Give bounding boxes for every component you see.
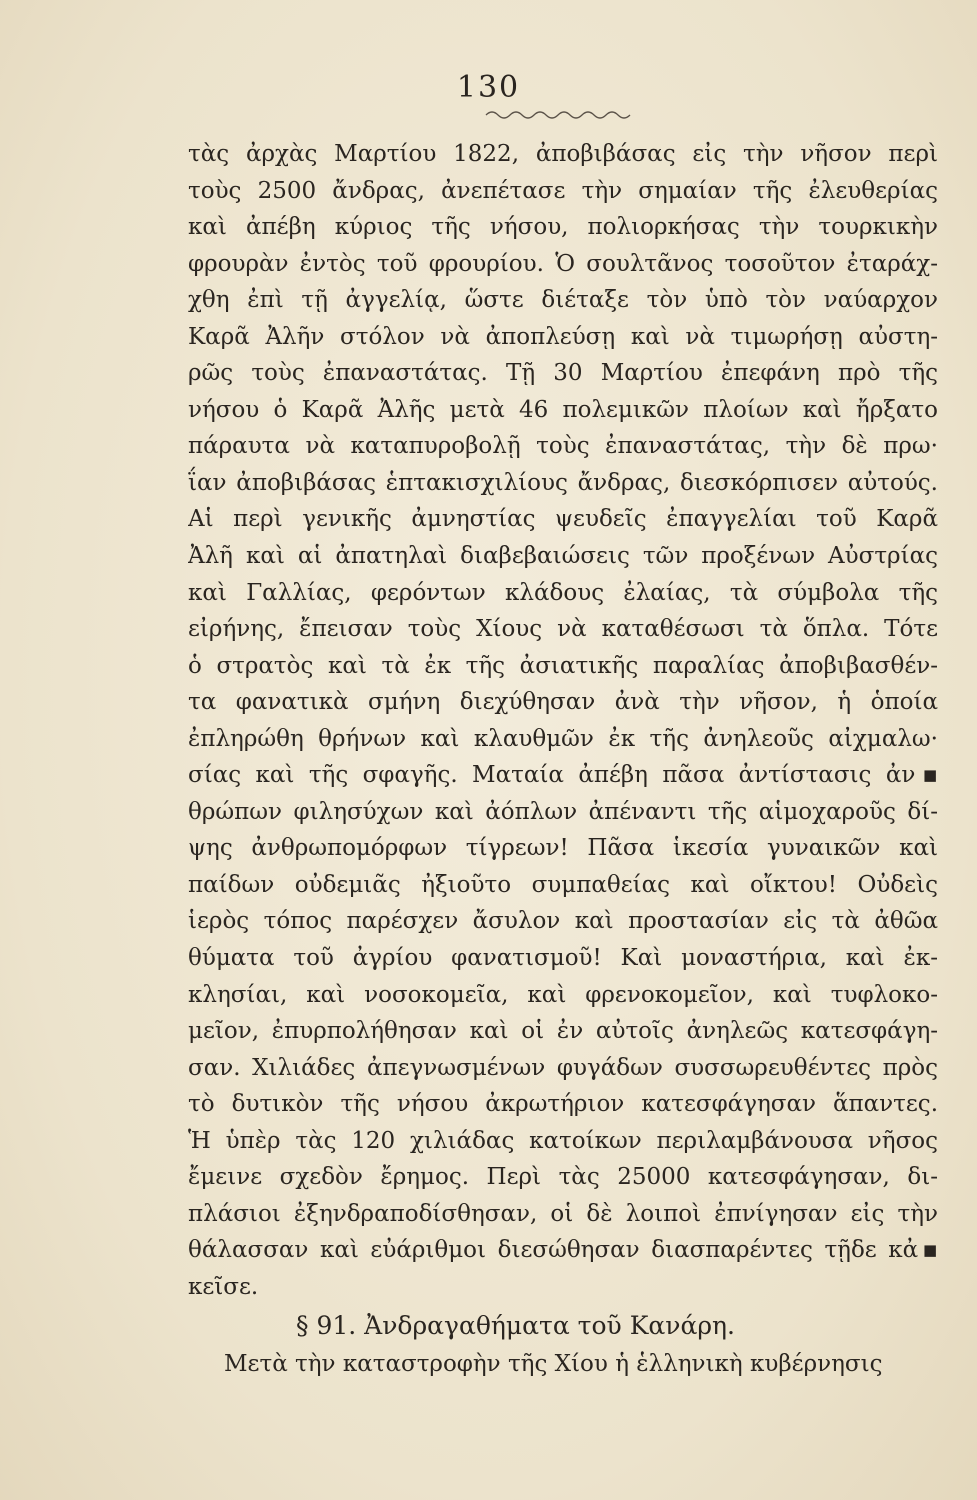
text-line: παίδων οὐδεμιᾶς ἠξιοῦτο συμπαθείας καὶ οἴκτου! Οὐδεὶς [188, 871, 938, 898]
text-line: καὶ ἀπέβη κύριος τῆς νήσου, πολιορκήσας τὴν τουρκικὴν [188, 214, 938, 241]
text-line: ἔμεινε σχεδὸν ἔρημος. Περὶ τὰς 25000 κατεσφάγησαν, δι- [188, 1164, 938, 1191]
text-line: τοὺς 2500 ἄνδρας, ἀνεπέτασε τὴν σημαίαν τῆς ἐλευθερίας [188, 177, 938, 204]
text-line: Ἀλῆ καὶ αἱ ἀπατηλαὶ διαβεβαιώσεις τῶν προξένων Αὐστρίας [188, 543, 938, 570]
text-line: ἐπληρώθη θρήνων καὶ κλαυθμῶν ἐκ τῆς ἀνηλεοῦς αἰχμαλω· [188, 725, 938, 752]
text-line: κλησίαι, καὶ νοσοκομεῖα, καὶ φρενοκομεῖον, καὶ τυφλοκο- [188, 981, 938, 1008]
text-line: Καρᾶ Ἀλῆν στόλον νὰ ἀποπλεύσῃ καὶ νὰ τιμωρήσῃ αὐστη- [188, 323, 938, 350]
text-line: καὶ Γαλλίας, φερόντων κλάδους ἐλαίας, τὰ σύμβολα τῆς [188, 579, 938, 606]
text-line: κεῖσε. [188, 1273, 259, 1300]
page-number: 130 [456, 70, 521, 105]
text-line: νήσου ὁ Καρᾶ Ἀλῆς μετὰ 46 πολεμικῶν πλοίων καὶ ἤρξατο [188, 396, 938, 423]
text-line: πλάσιοι ἐξηνδραποδίσθησαν, οἱ δὲ λοιποὶ ἐπνίγησαν εἰς τὴν [188, 1200, 938, 1227]
section-heading: § 91. Ἀνδραγαθήματα τοῦ Κανάρη. [296, 1310, 735, 1340]
text-line: εἰρήνης, ἔπεισαν τοὺς Χίους νὰ καταθέσωσι τὰ ὅπλα. Τότε [188, 616, 938, 643]
text-line: πάραυτα νὰ καταπυροβολῇ τοὺς ἐπαναστάτας, τὴν δὲ πρω· [188, 433, 938, 460]
text-line: ΐαν ἀποβιβάσας ἑπτακισχιλίους ἄνδρας, διεσκόρπισεν αὐτούς. [188, 469, 938, 496]
text-line: ἱερὸς τόπος παρέσχεν ἄσυλον καὶ προστασίαν εἰς τὰ ἀθῶα [188, 908, 938, 935]
text-line: θάλασσαν καὶ εὐάριθμοι διεσώθησαν διασπαρέντες τῇδε κἀ▪ [188, 1237, 938, 1264]
wavy-ornament-icon [484, 108, 634, 122]
text-line: ψης ἀνθρωπομόρφων τίγρεων! Πᾶσα ἱκεσία γυναικῶν καὶ [188, 835, 938, 862]
text-line: θρώπων φιλησύχων καὶ ἀόπλων ἀπέναντι τῆς αἱμοχαροῦς δί- [188, 798, 938, 825]
text-line: φρουρὰν ἐντὸς τοῦ φρουρίου. Ὁ σουλτᾶνος τοσοῦτον ἐταράχ- [188, 250, 938, 277]
text-line: μεῖον, ἐπυρπολήθησαν καὶ οἱ ἐν αὐτοῖς ἀνηλεῶς κατεσφάγη- [188, 1018, 938, 1045]
text-line: τὸ δυτικὸν τῆς νήσου ἀκρωτήριον κατεσφάγησαν ἅπαντες. [188, 1091, 938, 1118]
text-line: τα φανατικὰ σμήνη διεχύθησαν ἀνὰ τὴν νῆσον, ἡ ὁποία [188, 689, 938, 716]
text-line: Ἡ ὑπὲρ τὰς 120 χιλιάδας κατοίκων περιλαμβάνουσα νῆσος [188, 1127, 938, 1154]
text-line: θύματα τοῦ ἀγρίου φανατισμοῦ! Καὶ μοναστήρια, καὶ ἐκ- [188, 945, 938, 972]
body-text [188, 136, 938, 1382]
text-line: χθη ἐπὶ τῇ ἀγγελίᾳ, ὥστε διέταξε τὸν ὑπὸ τὸν ναύαρχον [188, 287, 938, 314]
text-line: ὁ στρατὸς καὶ τὰ ἐκ τῆς ἀσιατικῆς παραλίας ἀποβιβασθέν- [188, 652, 938, 679]
text-line: ρῶς τοὺς ἐπαναστάτας. Τῇ 30 Μαρτίου ἐπεφάνη πρὸ τῆς [188, 360, 938, 387]
text-line: Αἱ περὶ γενικῆς ἀμνηστίας ψευδεῖς ἐπαγγελίαι τοῦ Καρᾶ [188, 506, 938, 533]
text-line: τὰς ἀρχὰς Μαρτίου 1822, ἀποβιβάσας εἰς τὴν νῆσον περὶ [188, 141, 938, 167]
text-line: σαν. Χιλιάδες ἀπεγνωσμένων φυγάδων συσσωρευθέντες πρὸς [188, 1054, 938, 1081]
text-line: σίας καὶ τῆς σφαγῆς. Ματαία ἀπέβη πᾶσα ἀντίστασις ἀν▪ [188, 762, 938, 789]
text-line: Μετὰ τὴν καταστροφὴν τῆς Χίου ἡ ἑλληνικὴ κυβέρνησις [224, 1350, 883, 1377]
